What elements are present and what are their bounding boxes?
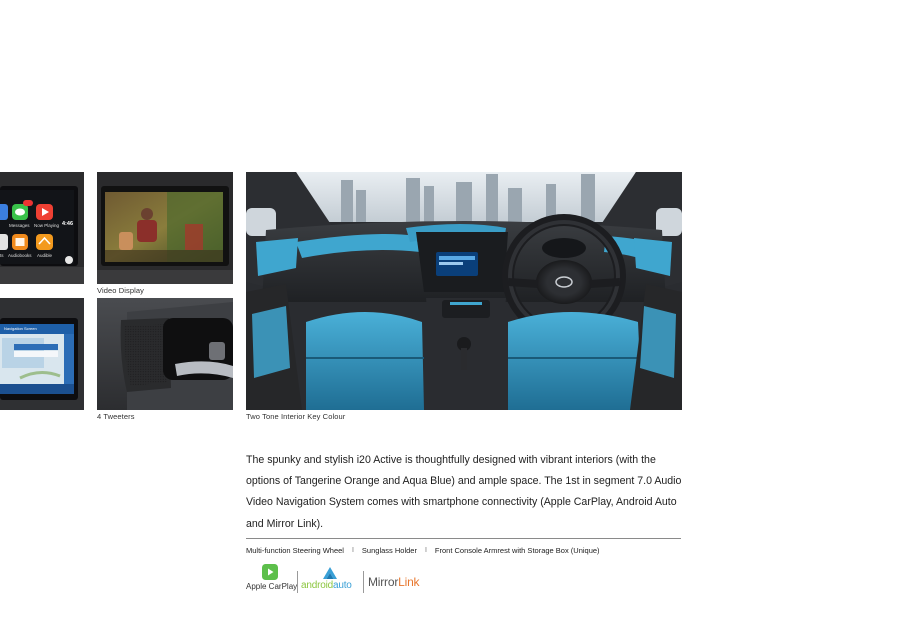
mirrorlink-wordmark bbox=[368, 575, 419, 589]
carplay-icon bbox=[262, 564, 278, 580]
android-auto-logo bbox=[301, 563, 361, 595]
description-paragraph: The spunky and stylish i20 Active is thoughtfully designed with vibrant interiors (with the options of Tangerine Orange and Aqua Blue) and ample space. The 1st in segment 7.0 Audio Video Navigation System comes with smartphone connectivity (Apple CarPlay, Android Auto and Mirror Link). bbox=[246, 454, 682, 530]
android-auto-icon bbox=[323, 567, 337, 579]
carplay-time: 4:46 bbox=[62, 221, 74, 227]
interior-caption: Two Tone Interior Key Colour bbox=[246, 412, 346, 421]
tweeters-image bbox=[97, 298, 233, 410]
carplay-app-label-audiobooks: Audiobooks bbox=[8, 253, 32, 258]
carplay-screen-illustration bbox=[0, 172, 84, 284]
carplay-app-label-messages: Messages bbox=[9, 223, 30, 228]
feature-item-sunglass-holder: Sunglass Holder bbox=[361, 545, 417, 555]
navigation-screen-title: Navigation Screen bbox=[4, 326, 37, 331]
mirrorlink-prefix: Mirror bbox=[368, 575, 399, 589]
carplay-app-label-audible: Audible bbox=[37, 253, 53, 258]
carplay-app-label-partial: ts bbox=[0, 253, 4, 258]
logo-divider bbox=[363, 571, 364, 593]
divider-line bbox=[246, 538, 681, 539]
carplay-app-label-now-playing: Now Playing bbox=[34, 223, 60, 228]
tweeters-illustration bbox=[97, 298, 233, 410]
carplay-screen-image bbox=[0, 172, 84, 284]
feature-list bbox=[246, 544, 600, 556]
mirrorlink-suffix: Link bbox=[398, 575, 420, 589]
logo-divider bbox=[297, 571, 298, 593]
feature-separator: I bbox=[424, 546, 427, 554]
video-display-caption: Video Display bbox=[97, 286, 145, 295]
android-auto-suffix: auto bbox=[332, 580, 352, 591]
interior-image bbox=[246, 172, 682, 410]
tweeters-caption: 4 Tweeters bbox=[97, 412, 135, 421]
android-auto-prefix: android bbox=[301, 580, 333, 591]
video-display-image bbox=[97, 172, 233, 284]
feature-separator: I bbox=[351, 546, 354, 554]
apple-carplay-label: Apple CarPlay bbox=[246, 582, 298, 591]
navigation-screen-illustration bbox=[0, 298, 84, 410]
interior-illustration bbox=[246, 172, 682, 410]
navigation-screen-image bbox=[0, 298, 84, 410]
feature-item-steering-wheel: Multi-function Steering Wheel bbox=[246, 545, 344, 555]
video-display-illustration bbox=[97, 172, 233, 284]
android-auto-wordmark bbox=[301, 580, 352, 591]
connectivity-logos bbox=[246, 563, 446, 595]
mirrorlink-logo bbox=[368, 575, 438, 593]
feature-item-armrest: Front Console Armrest with Storage Box (Unique) bbox=[434, 545, 600, 555]
apple-carplay-logo bbox=[246, 563, 296, 595]
